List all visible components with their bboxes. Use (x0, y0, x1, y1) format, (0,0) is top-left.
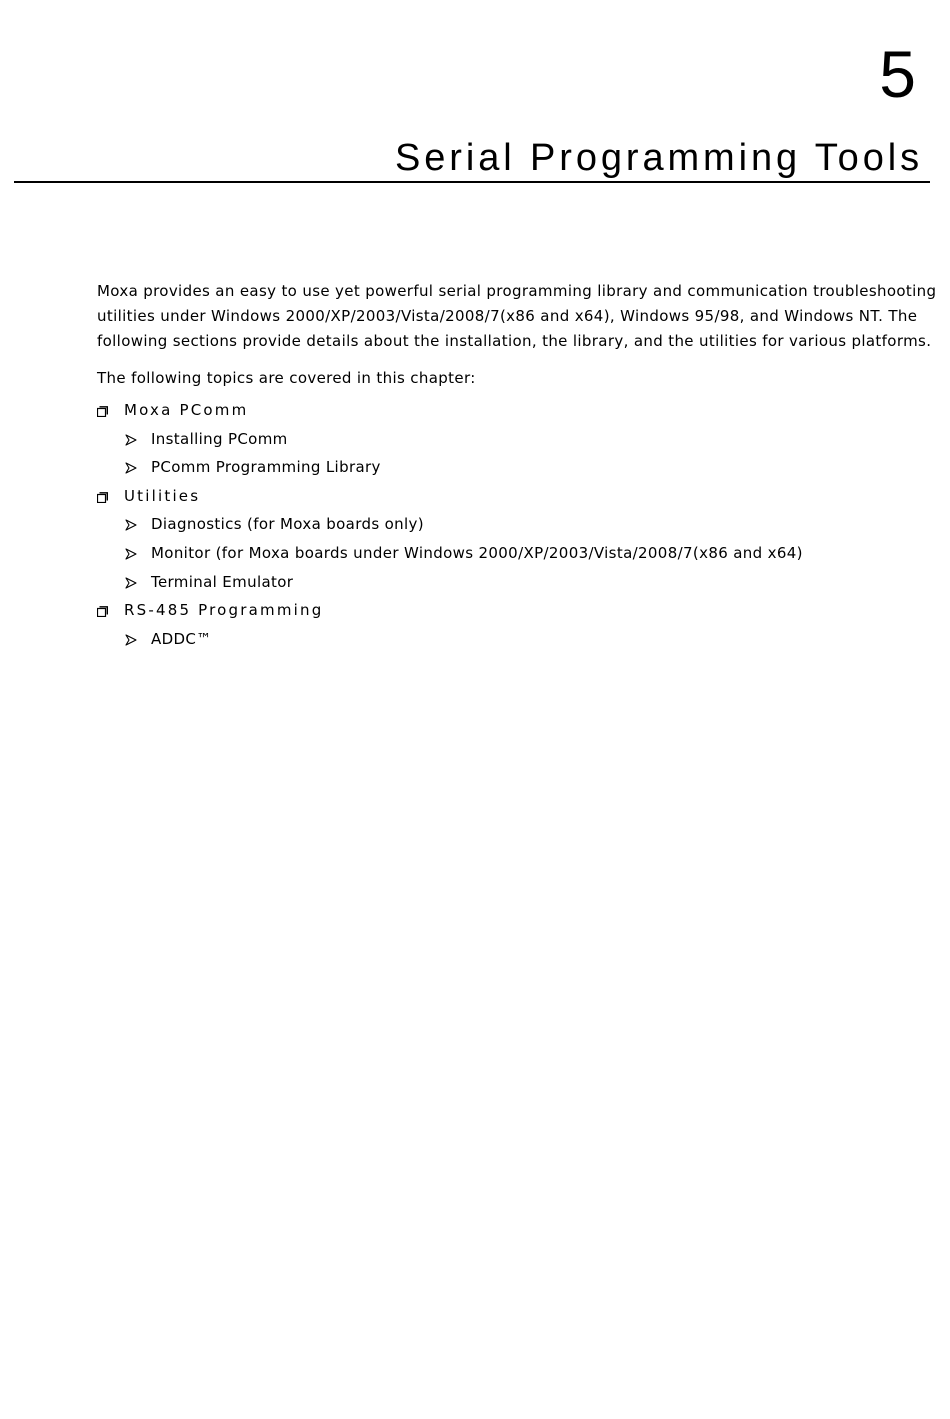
toc-section[interactable] (97, 596, 917, 625)
toc-subtopic[interactable] (97, 425, 917, 454)
toc-section-label: RS-485 Programming (124, 601, 324, 620)
toc-subtopic-label: Diagnostics (for Moxa boards only) (151, 515, 424, 534)
arrow-bullet-icon (125, 462, 137, 474)
toc-subtopic[interactable] (97, 539, 917, 568)
topics-lead: The following topics are covered in this chapter: (97, 369, 476, 387)
intro-line: Moxa provides an easy to use yet powerful serial programming library and communication troubleshooting (97, 282, 937, 300)
toc-subtopic-label: Monitor (for Moxa boards under Windows 2000/XP/2003/Vista/2008/7(x86 and x64) (151, 543, 803, 562)
arrow-bullet-icon (125, 434, 137, 446)
chapter-topics-list (97, 396, 917, 653)
toc-subtopic-label: PComm Programming Library (151, 458, 381, 477)
intro-line: following sections provide details about the installation, the library, and the utilities for various platforms. (97, 332, 932, 350)
arrow-bullet-icon (125, 548, 137, 560)
arrow-bullet-icon (125, 577, 137, 589)
toc-subtopic[interactable] (97, 568, 917, 597)
toc-section-label: Moxa PComm (124, 401, 249, 419)
arrow-bullet-icon (125, 519, 137, 531)
toc-section[interactable] (97, 396, 917, 425)
intro-line: utilities under Windows 2000/XP/2003/Vista/2008/7(x86 and x64), Windows 95/98, and Windows NT. The (97, 307, 918, 325)
toc-subtopic-label: Terminal Emulator (151, 572, 294, 591)
toc-subtopic-label: ADDC™ (151, 629, 212, 648)
intro-paragraph (97, 279, 937, 354)
toc-subtopic-label: Installing PComm (151, 429, 288, 448)
toc-subtopic[interactable] (97, 453, 917, 482)
checkbox-icon (97, 606, 108, 617)
toc-subtopic[interactable] (97, 625, 917, 654)
checkbox-icon (97, 492, 108, 503)
checkbox-icon (97, 406, 108, 417)
chapter-title: Serial Programming Tools (395, 137, 923, 179)
chapter-content (97, 279, 937, 653)
toc-subtopic[interactable] (97, 510, 917, 539)
chapter-number: 5 (879, 37, 916, 111)
toc-section-label: Utilities (124, 486, 201, 505)
arrow-bullet-icon (125, 634, 137, 646)
title-rule (14, 181, 930, 183)
toc-section[interactable] (97, 482, 917, 511)
